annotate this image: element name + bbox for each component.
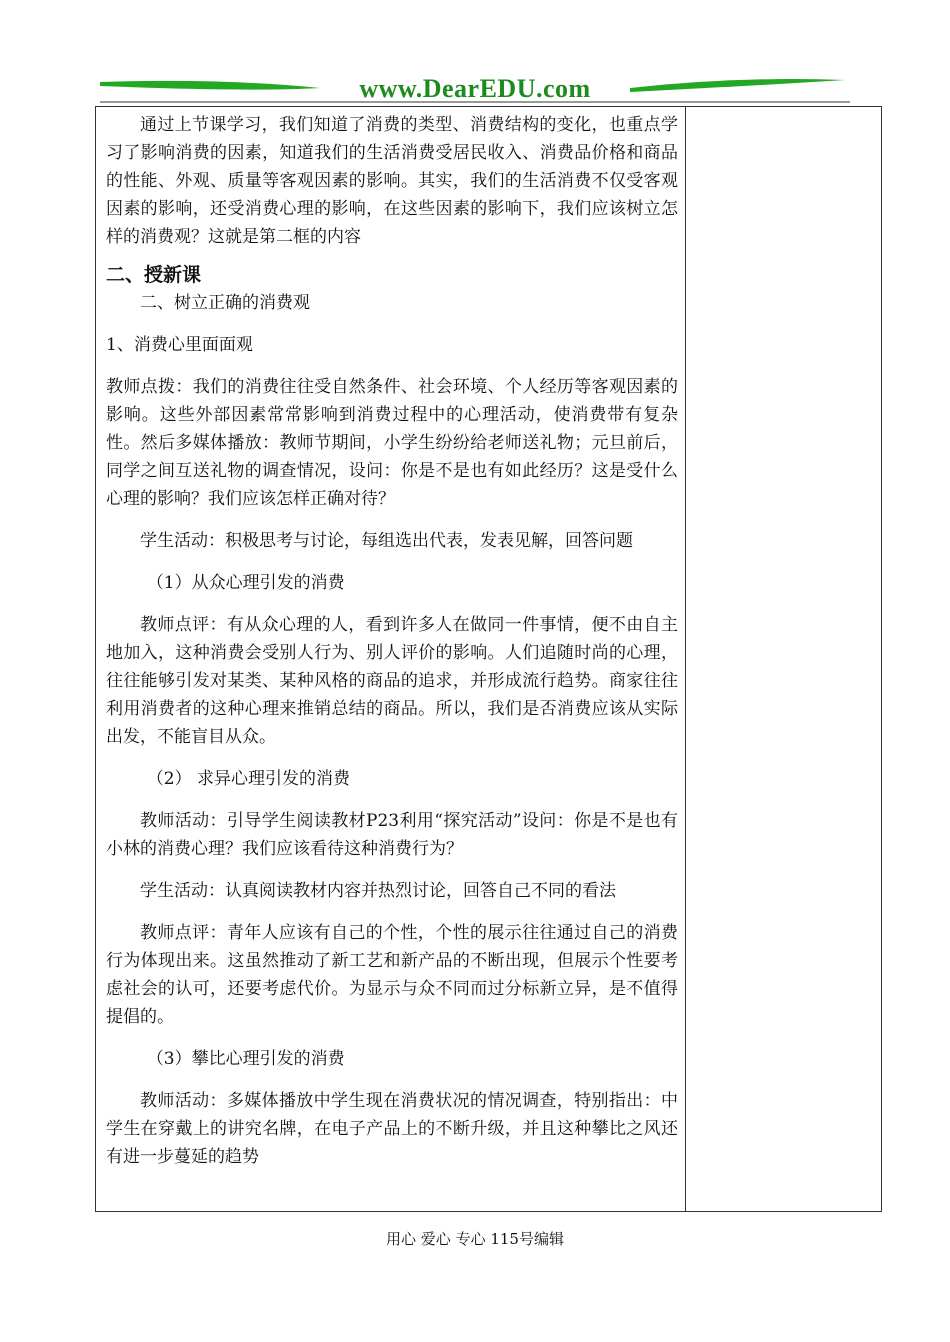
main-content-cell xyxy=(106,111,678,1185)
student-activity-1: 学生活动：积极思考与讨论，每组选出代表，发表见解，回答问题 xyxy=(140,531,633,551)
brand-logo-text: www.DearEDU.com xyxy=(359,74,591,103)
content-table xyxy=(95,106,882,1212)
teacher-comment-1: 教师点评：有从众心理的人，看到许多人在做同一件事情，便不由自主地加入，这种消费会受别人行为、别人评价的影响。人们追随时尚的心理，往往能够引发对某类、某种风格的商品的追求，并形成流行趋势。商家往往利用消费者的这种心理来推销总结的商品。所以，我们是否消费应该从实际出发，不能盲目从众。 xyxy=(106,615,678,747)
teacher-activity-2: 教师活动：引导学生阅读教材P23利用“探究活动”设问：你是不是也有小林的消费心理？我们应该看待这种消费行为？ xyxy=(106,811,678,859)
section-heading: 二、授新课 xyxy=(106,264,202,286)
subheading: 二、树立正确的消费观 xyxy=(140,293,310,313)
section-title-1: 1、消费心里面面观 xyxy=(106,335,253,355)
column-divider xyxy=(685,107,686,1211)
teacher-activity-3: 教师活动：多媒体播放中学生现在消费状况的情况调查，特别指出：中学生在穿戴上的讲究名牌，在电子产品上的不断升级，并且这种攀比之风还有进一步蔓延的趋势 xyxy=(106,1091,678,1167)
item-1-title: （1）从众心理引发的消费 xyxy=(146,573,345,593)
item-2-title: （2） 求异心理引发的消费 xyxy=(146,769,351,789)
header-banner xyxy=(100,72,850,108)
intro-paragraph: 通过上节课学习，我们知道了消费的类型、消费结构的变化，也重点学习了影响消费的因素，知道我们的生活消费受居民收入、消费品价格和商品的性能、外观、质量等客观因素的影响。其实，我们的生活消费不仅受客观因素的影响，还受消费心理的影响，在这些因素的影响下，我们应该树立怎样的消费观？这就是第二框的内容 xyxy=(106,115,678,247)
teacher-comment-2: 教师点评：青年人应该有自己的个性，个性的展示往往通过自己的消费行为体现出来。这虽然推动了新工艺和新产品的不断出现，但展示个性要考虑社会的认可，还要考虑代价。为显示与众不同而过分标新立异，是不值得提倡的。 xyxy=(106,923,678,1027)
teacher-guide-paragraph: 教师点拨：我们的消费往往受自然条件、社会环境、个人经历等客观因素的影响。这些外部因素常常影响到消费过程中的心理活动，使消费带有复杂性。然后多媒体播放：教师节期间，小学生纷纷给老师送礼物；元旦前后，同学之间互送礼物的调查情况，设问：你是不是也有如此经历？这是受什么心理的影响？我们应该怎样正确对待？ xyxy=(106,377,678,509)
page-footer: 用心 爱心 专心 115号编辑 xyxy=(386,1230,564,1248)
student-activity-2: 学生活动：认真阅读教材内容并热烈讨论，回答自己不同的看法 xyxy=(140,881,616,901)
item-3-title: （3）攀比心理引发的消费 xyxy=(146,1049,345,1069)
